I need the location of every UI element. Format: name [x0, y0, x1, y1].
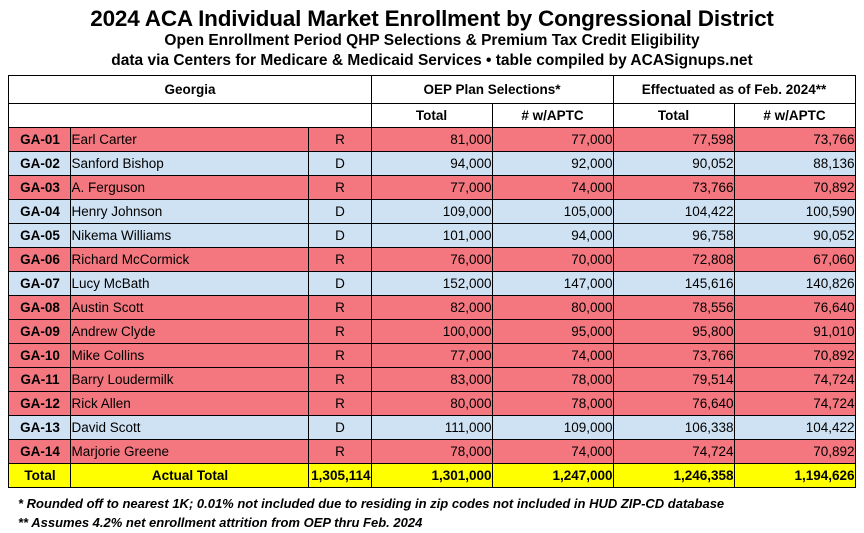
party-label: D: [309, 199, 371, 223]
actual-total-label: Actual Total: [71, 463, 309, 487]
district-code: GA-14: [9, 439, 71, 463]
party-label: R: [309, 295, 371, 319]
oep-total-value: 152,000: [371, 271, 492, 295]
table-row: [9, 175, 855, 199]
representative-name: Rick Allen: [71, 391, 309, 415]
oep-aptc-value: 77,000: [492, 127, 613, 151]
actual-total-value: 1,305,114: [309, 463, 371, 487]
table-row: [9, 295, 855, 319]
representative-name: A. Ferguson: [71, 175, 309, 199]
eff-total-value: 95,800: [613, 319, 734, 343]
district-code: GA-05: [9, 223, 71, 247]
eff-total-value: 76,640: [613, 391, 734, 415]
district-code: GA-13: [9, 415, 71, 439]
district-code: GA-01: [9, 127, 71, 151]
total-oep-aptc: 1,247,000: [492, 463, 613, 487]
page-subtitle: Open Enrollment Period QHP Selections & Premium Tax Credit Eligibility: [164, 32, 700, 50]
eff-aptc-value: 74,724: [734, 367, 855, 391]
oep-total-value: 81,000: [371, 127, 492, 151]
eff-aptc-value: 73,766: [734, 127, 855, 151]
total-oep-total: 1,301,000: [371, 463, 492, 487]
representative-name: Sanford Bishop: [71, 151, 309, 175]
eff-total-value: 90,052: [613, 151, 734, 175]
oep-total-value: 77,000: [371, 175, 492, 199]
party-label: R: [309, 343, 371, 367]
group-header-effectuated: Effectuated as of Feb. 2024**: [613, 75, 855, 103]
footnote-1: * Rounded off to nearest 1K; 0.01% not included due to residing in zip codes not included in HUD ZIP-CD database: [18, 495, 725, 511]
oep-total-value: 94,000: [371, 151, 492, 175]
oep-aptc-value: 95,000: [492, 319, 613, 343]
eff-aptc-value: 104,422: [734, 415, 855, 439]
oep-aptc-value: 78,000: [492, 367, 613, 391]
district-code: GA-11: [9, 367, 71, 391]
column-header-oep-aptc: # w/APTC: [492, 103, 613, 127]
eff-total-value: 104,422: [613, 199, 734, 223]
district-code: GA-06: [9, 247, 71, 271]
eff-aptc-value: 70,892: [734, 439, 855, 463]
header-row-subcolumns: [9, 103, 855, 127]
total-label: Total: [9, 463, 71, 487]
table-row: [9, 151, 855, 175]
oep-total-value: 82,000: [371, 295, 492, 319]
eff-total-value: 73,766: [613, 343, 734, 367]
oep-aptc-value: 70,000: [492, 247, 613, 271]
eff-total-value: 79,514: [613, 367, 734, 391]
table-row: [9, 439, 855, 463]
oep-aptc-value: 80,000: [492, 295, 613, 319]
table-row: [9, 223, 855, 247]
oep-aptc-value: 74,000: [492, 439, 613, 463]
oep-aptc-value: 105,000: [492, 199, 613, 223]
district-code: GA-12: [9, 391, 71, 415]
oep-total-value: 80,000: [371, 391, 492, 415]
page-source-line: data via Centers for Medicare & Medicaid Services • table compiled by ACASignups.net: [111, 51, 753, 69]
party-label: R: [309, 127, 371, 151]
enrollment-table: [8, 75, 855, 488]
oep-aptc-value: 92,000: [492, 151, 613, 175]
oep-aptc-value: 94,000: [492, 223, 613, 247]
table-row: [9, 127, 855, 151]
header-block: [8, 6, 856, 69]
eff-total-value: 73,766: [613, 175, 734, 199]
table-row: [9, 343, 855, 367]
party-label: D: [309, 271, 371, 295]
oep-total-value: 111,000: [371, 415, 492, 439]
footnote-2: ** Assumes 4.2% net enrollment attrition from OEP thru Feb. 2024: [18, 514, 423, 530]
eff-total-value: 77,598: [613, 127, 734, 151]
header-row-state: [9, 75, 855, 103]
header-spacer: [9, 103, 371, 127]
eff-aptc-value: 90,052: [734, 223, 855, 247]
party-label: D: [309, 151, 371, 175]
representative-name: Henry Johnson: [71, 199, 309, 223]
oep-aptc-value: 109,000: [492, 415, 613, 439]
table-row: [9, 247, 855, 271]
table-row: [9, 415, 855, 439]
page-title: 2024 ACA Individual Market Enrollment by Congressional District: [90, 6, 774, 31]
party-label: R: [309, 319, 371, 343]
oep-aptc-value: 74,000: [492, 175, 613, 199]
eff-total-value: 72,808: [613, 247, 734, 271]
party-label: R: [309, 175, 371, 199]
eff-aptc-value: 67,060: [734, 247, 855, 271]
eff-aptc-value: 88,136: [734, 151, 855, 175]
oep-aptc-value: 147,000: [492, 271, 613, 295]
oep-total-value: 76,000: [371, 247, 492, 271]
eff-total-value: 96,758: [613, 223, 734, 247]
eff-total-value: 106,338: [613, 415, 734, 439]
party-label: R: [309, 247, 371, 271]
table-row: [9, 319, 855, 343]
group-header-oep: OEP Plan Selections*: [371, 75, 613, 103]
district-code: GA-10: [9, 343, 71, 367]
representative-name: Nikema Williams: [71, 223, 309, 247]
column-header-eff-aptc: # w/APTC: [734, 103, 855, 127]
column-header-eff-total: Total: [613, 103, 734, 127]
table-row: [9, 391, 855, 415]
representative-name: Andrew Clyde: [71, 319, 309, 343]
representative-name: Mike Collins: [71, 343, 309, 367]
representative-name: Austin Scott: [71, 295, 309, 319]
district-code: GA-03: [9, 175, 71, 199]
oep-total-value: 77,000: [371, 343, 492, 367]
eff-aptc-value: 140,826: [734, 271, 855, 295]
representative-name: Richard McCormick: [71, 247, 309, 271]
representative-name: Earl Carter: [71, 127, 309, 151]
oep-total-value: 83,000: [371, 367, 492, 391]
eff-aptc-value: 74,724: [734, 391, 855, 415]
party-label: R: [309, 439, 371, 463]
party-label: D: [309, 415, 371, 439]
district-code: GA-08: [9, 295, 71, 319]
oep-total-value: 101,000: [371, 223, 492, 247]
state-title: Georgia: [9, 75, 371, 103]
eff-total-value: 78,556: [613, 295, 734, 319]
table-header: [9, 75, 855, 127]
oep-aptc-value: 78,000: [492, 391, 613, 415]
table-row: [9, 367, 855, 391]
representative-name: Barry Loudermilk: [71, 367, 309, 391]
table-row: [9, 271, 855, 295]
representative-name: Marjorie Greene: [71, 439, 309, 463]
eff-aptc-value: 91,010: [734, 319, 855, 343]
oep-total-value: 100,000: [371, 319, 492, 343]
eff-total-value: 145,616: [613, 271, 734, 295]
district-code: GA-04: [9, 199, 71, 223]
district-code: GA-07: [9, 271, 71, 295]
oep-total-value: 78,000: [371, 439, 492, 463]
oep-total-value: 109,000: [371, 199, 492, 223]
eff-aptc-value: 100,590: [734, 199, 855, 223]
table-row: [9, 199, 855, 223]
party-label: R: [309, 367, 371, 391]
footnotes: [18, 495, 856, 533]
eff-aptc-value: 70,892: [734, 343, 855, 367]
eff-aptc-value: 76,640: [734, 295, 855, 319]
representative-name: David Scott: [71, 415, 309, 439]
total-eff-aptc: 1,194,626: [734, 463, 855, 487]
oep-aptc-value: 74,000: [492, 343, 613, 367]
table-body: [9, 127, 855, 487]
eff-total-value: 74,724: [613, 439, 734, 463]
district-code: GA-02: [9, 151, 71, 175]
table-total-row: [9, 463, 855, 487]
district-code: GA-09: [9, 319, 71, 343]
representative-name: Lucy McBath: [71, 271, 309, 295]
column-header-oep-total: Total: [371, 103, 492, 127]
eff-aptc-value: 70,892: [734, 175, 855, 199]
total-eff-total: 1,246,358: [613, 463, 734, 487]
party-label: R: [309, 391, 371, 415]
party-label: D: [309, 223, 371, 247]
